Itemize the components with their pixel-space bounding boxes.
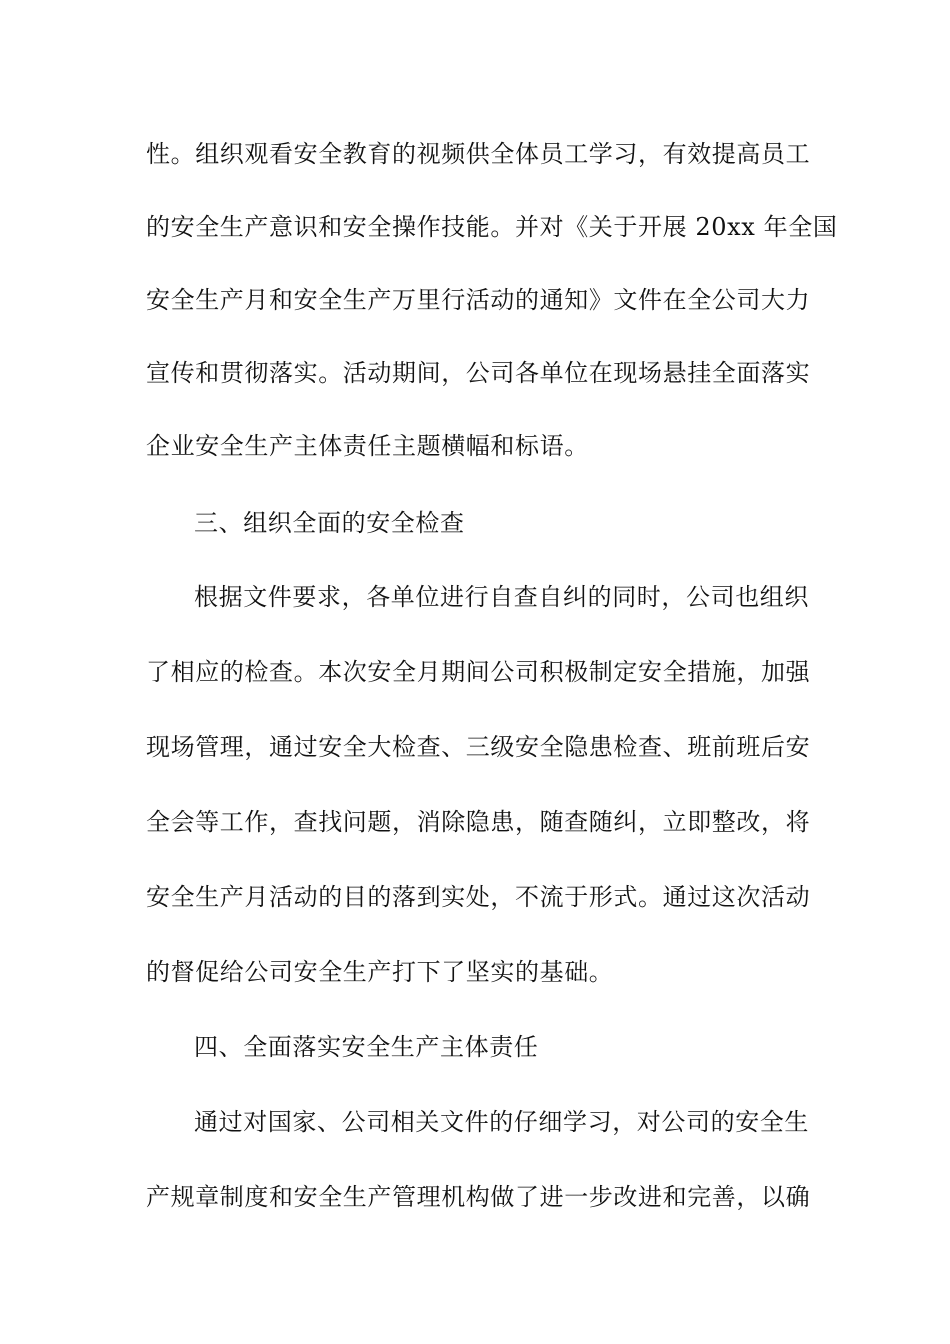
paragraph-line: 性。组织观看安全教育的视频供全体员工学习，有效提高员工	[146, 140, 811, 168]
paragraph-line: 现场管理，通过安全大检查、三级安全隐患检查、班前班后安	[146, 733, 811, 761]
paragraph-line: 产规章制度和安全生产管理机构做了进一步改进和完善，以确	[146, 1183, 811, 1211]
paragraph-line: 的督促给公司安全生产打下了坚实的基础。	[146, 958, 614, 986]
paragraph-line: 了相应的检查。本次安全月期间公司积极制定安全措施，加强	[146, 658, 811, 686]
paragraph-line: 全会等工作，查找问题，消除隐患，随查随纠，立即整改，将	[146, 808, 811, 836]
paragraph-line: 安全生产月和安全生产万里行活动的通知》文件在全公司大力	[146, 286, 811, 314]
section-heading: 三、组织全面的安全检查	[194, 509, 465, 537]
section-heading: 四、全面落实安全生产主体责任	[194, 1033, 539, 1061]
paragraph-line: 根据文件要求，各单位进行自查自纠的同时，公司也组织	[194, 583, 809, 611]
paragraph-line: 宣传和贯彻落实。活动期间，公司各单位在现场悬挂全面落实	[146, 359, 811, 387]
paragraph-line: 通过对国家、公司相关文件的仔细学习，对公司的安全生	[194, 1108, 809, 1136]
paragraph-line: 的安全生产意识和安全操作技能。并对《关于开展 20xx 年全国	[146, 213, 838, 241]
paragraph-line: 企业安全生产主体责任主题横幅和标语。	[146, 432, 589, 460]
paragraph-line: 安全生产月活动的目的落到实处，不流于形式。通过这次活动	[146, 883, 811, 911]
